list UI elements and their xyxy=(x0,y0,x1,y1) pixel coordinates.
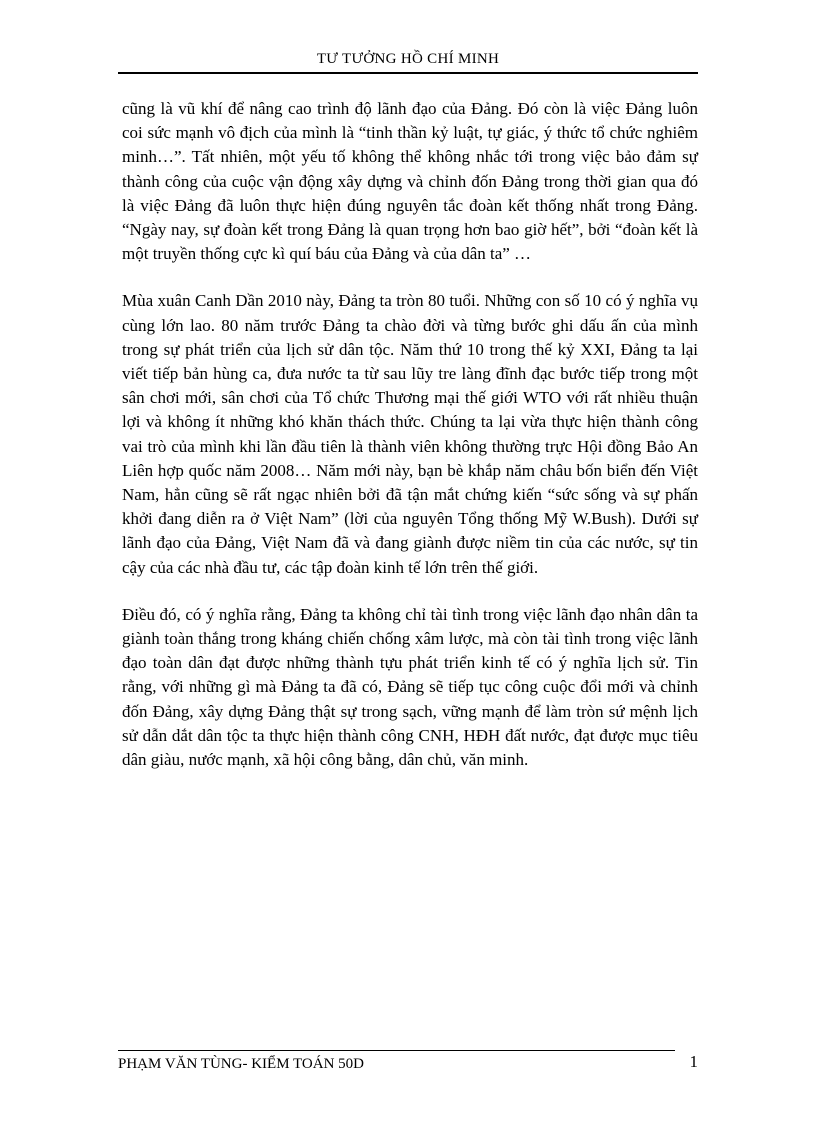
document-body xyxy=(122,97,698,795)
footer-divider xyxy=(118,1050,675,1051)
header-divider xyxy=(118,72,698,74)
running-header-title: TƯ TƯỞNG HỒ CHÍ MINH xyxy=(316,51,500,67)
body-paragraph-2: Mùa xuân Canh Dần 2010 này, Đảng ta tròn 80 tuổi. Những con số 10 có ý nghĩa vụ cùng lớn lao. 80 năm trước Đảng ta chào đời và từng bước ghi dấu ấn của mình trong sự phát triển của lịch sử dân tộc. Năm thứ 10 trong thế kỷ XXI, Đảng ta lại viết tiếp bản hùng ca, đưa nước ta từ sau lũy tre làng đĩnh đạc bước tiếp trong một sân chơi mới, sân chơi của Tổ chức Thương mại thế giới WTO với rất nhiều thuận lợi và không ít những khó khăn thách thức. Chúng ta lại vừa thực hiện thành công vai trò của mình khi lần đầu tiên là thành viên không thường trực Hội đồng Bảo An Liên hợp quốc năm 2008… Năm mới này, bạn bè khắp năm châu bốn biển đến Việt Nam, hẳn cũng sẽ rất ngạc nhiên bởi đã tận mắt chứng kiến “sức sống và sự phấn khởi đang diễn ra ở Việt Nam” (lời của nguyên Tổng thống Mỹ W.Bush). Dưới sự lãnh đạo của Đảng, Việt Nam đã và đang giành được niềm tin của các nước, sự tin cậy của các nhà đầu tư, các tập đoàn kinh tế lớn trên thế giới. xyxy=(122,291,698,577)
body-paragraph-1: cũng là vũ khí để nâng cao trình độ lãnh đạo của Đảng. Đó còn là việc Đảng luôn coi sức mạnh vô địch của mình là “tinh thần kỷ luật, tự giác, ý thức tổ chức nghiêm minh…”. Tất nhiên, một yếu tố không thể không nhắc tới trong việc bảo đảm sự thành công của cuộc vận động xây dựng và chỉnh đốn Đảng trong thời gian qua đó là việc Đảng đã luôn thực hiện đúng nguyên tắc đoàn kết thống nhất trong Đảng. “Ngày nay, sự đoàn kết trong Đảng là quan trọng hơn bao giờ hết”, bởi “đoàn kết là một truyền thống cực kì quí báu của Đảng và của dân ta” … xyxy=(122,99,698,264)
page-number: 1 xyxy=(689,1052,698,1071)
footer-author: PHẠM VĂN TÙNG- KIỂM TOÁN 50D xyxy=(118,1056,364,1072)
body-paragraph-3: Điều đó, có ý nghĩa rằng, Đảng ta không chỉ tài tình trong việc lãnh đạo nhân dân ta giành toàn thắng trong kháng chiến chống xâm lược, mà còn tài tình trong việc lãnh đạo toàn dân đạt được những thành tựu phát triển kinh tế có ý nghĩa lịch sử. Tin rằng, với những gì mà Đảng ta đã có, Đảng sẽ tiếp tục công cuộc đổi mới và chỉnh đốn Đảng, xây dựng Đảng thật sự trong sạch, vững mạnh để làm tròn sứ mệnh lịch sử dẫn dắt dân tộc ta thực hiện thành công CNH, HĐH đất nước, đạt được mục tiêu dân giàu, nước mạnh, xã hội công bằng, dân chủ, văn minh. xyxy=(122,604,698,770)
